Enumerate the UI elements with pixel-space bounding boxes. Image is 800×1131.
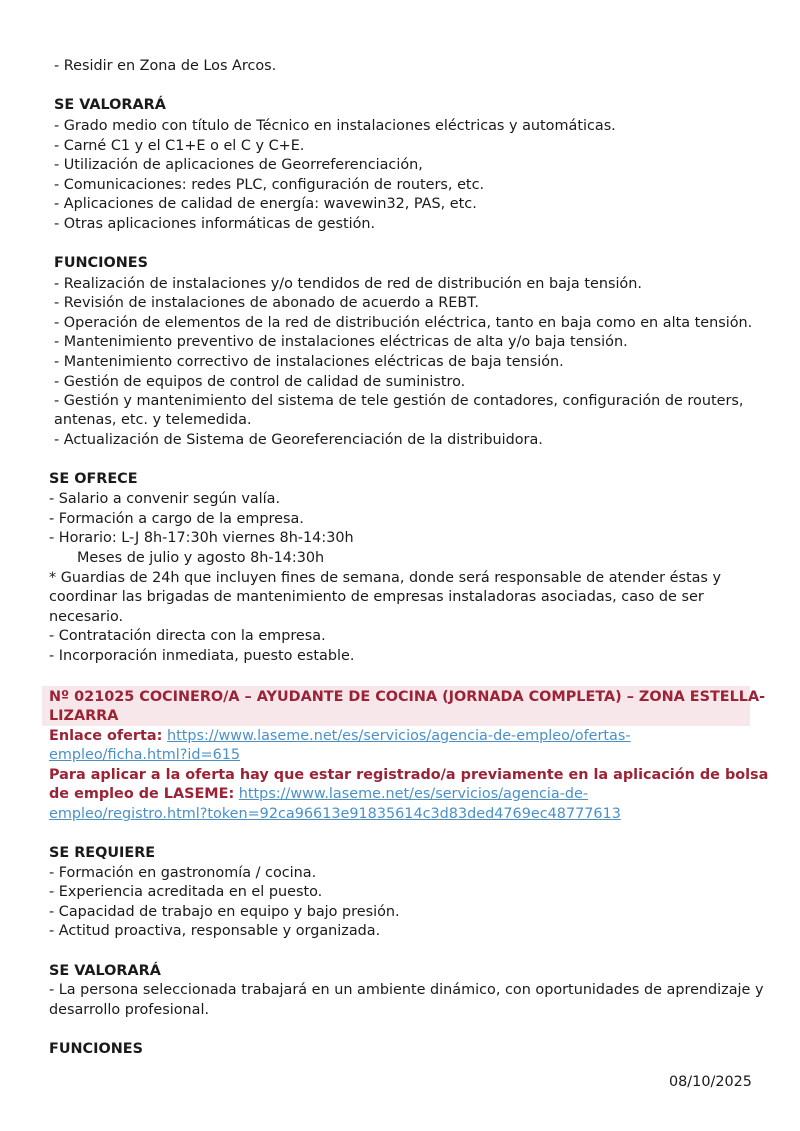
- list-item: - Incorporación inmediata, puesto estable.: [49, 648, 355, 664]
- offer-title: Nº 021025 COCINERO/A – AYUDANTE DE COCINA (JORNADA COMPLETA) – ZONA ESTELLA-: [49, 689, 766, 705]
- list-item: Meses de julio y agosto 8h-14:30h: [77, 550, 325, 566]
- registration-link[interactable]: https://www.laseme.net/es/servicios/agencia-de-: [238, 786, 589, 802]
- section-title-funciones: FUNCIONES: [54, 255, 148, 271]
- section-title-funciones: FUNCIONES: [49, 1041, 143, 1057]
- registration-link-continued[interactable]: empleo/registro.html?token=92ca96613e91835614c3d83ded4769ec48777613: [49, 806, 621, 822]
- list-item: - Formación a cargo de la empresa.: [49, 511, 304, 527]
- list-item: necesario.: [49, 609, 124, 625]
- list-item: - Horario: L-J 8h-17:30h viernes 8h-14:30h: [49, 530, 354, 546]
- list-item: - Actualización de Sistema de Georeferenciación de la distribuidora.: [54, 432, 543, 448]
- list-item: antenas, etc. y telemedida.: [54, 412, 252, 428]
- list-item: - Salario a convenir según valía.: [49, 491, 281, 507]
- section-title-se-valorara: SE VALORARÁ: [54, 97, 166, 113]
- registration-link-row: [49, 785, 588, 804]
- list-item: - Mantenimiento preventivo de instalaciones eléctricas de alta y/o baja tensión.: [54, 334, 628, 350]
- list-item: - Capacidad de trabajo en equipo y bajo presión.: [49, 904, 400, 920]
- footer-date: 08/10/2025: [669, 1074, 752, 1090]
- offer-link[interactable]: https://www.laseme.net/es/servicios/agencia-de-empleo/ofertas-: [166, 728, 631, 744]
- requirement-line: - Residir en Zona de Los Arcos.: [54, 58, 277, 74]
- offer-title-continued: LIZARRA: [49, 708, 119, 724]
- list-item: - Operación de elementos de la red de distribución eléctrica, tanto en baja como en alta tensión.: [54, 315, 753, 331]
- list-item: - Gestión y mantenimiento del sistema de tele gestión de contadores, configuración de routers,: [54, 393, 744, 409]
- list-item: - Otras aplicaciones informáticas de gestión.: [54, 216, 376, 232]
- list-item: - Revisión de instalaciones de abonado de acuerdo a REBT.: [54, 295, 479, 311]
- registration-note: Para aplicar a la oferta hay que estar registrado/a previamente en la aplicación de bolsa: [49, 767, 769, 783]
- offer-link-row: [49, 727, 631, 746]
- list-item: - Utilización de aplicaciones de Georreferenciación,: [54, 157, 423, 173]
- list-item: desarrollo profesional.: [49, 1002, 210, 1018]
- list-item: - Mantenimiento correctivo de instalaciones eléctricas de baja tensión.: [54, 354, 564, 370]
- list-item: - Realización de instalaciones y/o tendidos de red de distribución en baja tensión.: [54, 276, 642, 292]
- list-item: - Gestión de equipos de control de calidad de suministro.: [54, 374, 466, 390]
- list-item: - Comunicaciones: redes PLC, configuración de routers, etc.: [54, 177, 485, 193]
- section-title-se-valorara: SE VALORARÁ: [49, 963, 161, 979]
- list-item: - Contratación directa con la empresa.: [49, 628, 326, 644]
- list-item: - Grado medio con título de Técnico en instalaciones eléctricas y automáticas.: [54, 118, 616, 134]
- offer-link-label: Enlace oferta:: [49, 728, 163, 744]
- list-item: - La persona seleccionada trabajará en un ambiente dinámico, con oportunidades de aprendizaje y: [49, 982, 764, 998]
- registration-label: de empleo de LASEME:: [49, 786, 235, 802]
- list-item: - Actitud proactiva, responsable y organizada.: [49, 923, 381, 939]
- offer-link-continued[interactable]: empleo/ficha.html?id=615: [49, 747, 241, 763]
- section-title-se-ofrece: SE OFRECE: [49, 471, 138, 487]
- list-item: - Aplicaciones de calidad de energía: wavewin32, PAS, etc.: [54, 196, 477, 212]
- list-item: * Guardias de 24h que incluyen fines de semana, donde será responsable de atender éstas y: [49, 570, 722, 586]
- list-item: - Experiencia acreditada en el puesto.: [49, 884, 323, 900]
- list-item: coordinar las brigadas de mantenimiento de empresas instaladoras asociadas, caso de ser: [49, 589, 704, 605]
- list-item: - Carné C1 y el C1+E o el C y C+E.: [54, 138, 305, 154]
- section-title-se-requiere: SE REQUIERE: [49, 845, 156, 861]
- list-item: - Formación en gastronomía / cocina.: [49, 865, 317, 881]
